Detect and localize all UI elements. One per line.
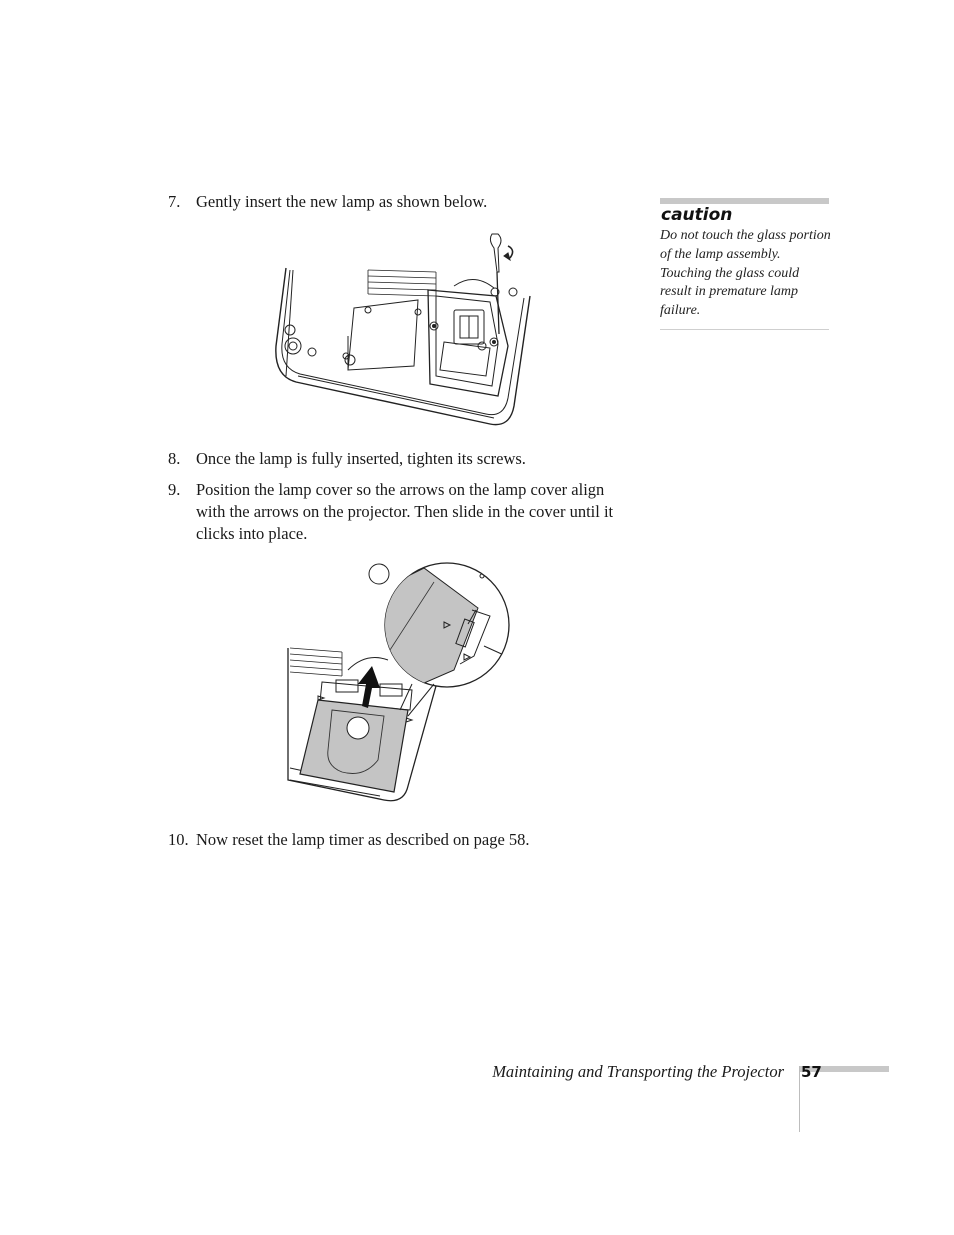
step-text: Now reset the lamp timer as described on page 58. xyxy=(196,830,530,849)
step-text: Once the lamp is fully inserted, tighten its screws. xyxy=(196,449,526,468)
step-9 xyxy=(168,479,628,545)
step-text: Position the lamp cover so the arrows on the lamp cover align with the arrows on the projector. Then slide in the cover until it clicks into place. xyxy=(196,480,614,543)
footer-section-title: Maintaining and Transporting the Projector xyxy=(492,1062,784,1081)
step-number: 7. xyxy=(168,192,181,211)
step-7 xyxy=(168,191,628,213)
page-number: 57 xyxy=(801,1063,822,1081)
step-number: 10. xyxy=(168,830,189,849)
step-10 xyxy=(168,829,628,851)
step-number: 9. xyxy=(168,480,181,499)
step-text: Gently insert the new lamp as shown below. xyxy=(196,192,488,211)
slide-direction-arrow xyxy=(358,666,380,708)
caution-top-rule xyxy=(660,198,829,204)
step-8 xyxy=(168,448,628,470)
lamp-cover-illustration xyxy=(284,560,514,812)
caution-bottom-rule xyxy=(660,329,829,330)
lamp-cover xyxy=(300,700,408,792)
caution-body: Do not touch the glass portion of the lamp assembly. Touching the glass could result in premature lamp failure. xyxy=(660,228,831,319)
footer-divider xyxy=(799,1066,800,1132)
caution-title: caution xyxy=(661,205,733,225)
lamp-insert-illustration xyxy=(268,226,534,432)
magnified-detail xyxy=(380,563,509,716)
step-number: 8. xyxy=(168,449,181,468)
